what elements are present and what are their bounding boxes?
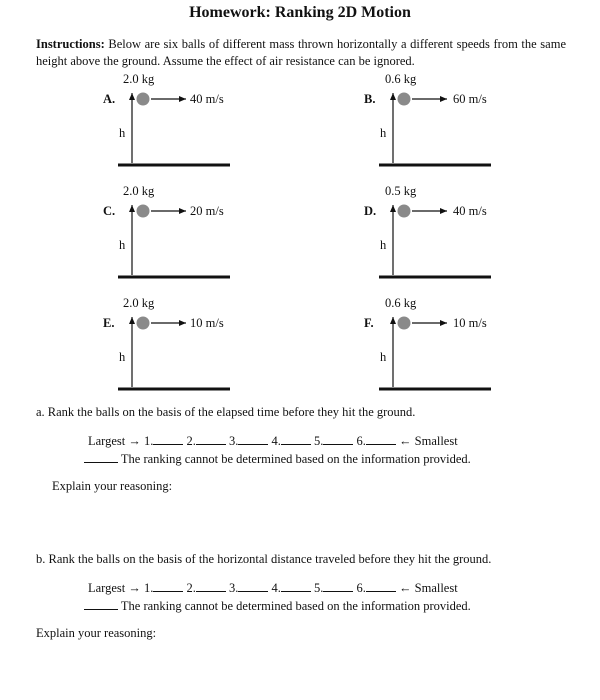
ball-a-height-label: h [119,126,126,140]
rank-num-5: 5. [314,581,324,595]
explain-label-b: Explain your reasoning: [36,626,157,640]
ball-a-letter: A. [103,92,116,106]
ball-b-speed: 60 m/s [453,92,487,106]
ball-d-letter: D. [364,204,377,218]
ball-f-mass: 0.6 kg [385,296,417,310]
instructions-label: Instructions: [36,37,105,51]
rank-num-3: 3. [229,581,239,595]
cannot-determine-row-b [84,598,471,614]
rank-blank-6[interactable] [366,433,396,445]
ball-e-height-label: h [119,350,126,364]
rank-blank-3[interactable] [238,433,268,445]
ball-a-mass: 2.0 kg [123,72,155,86]
rank-blank-5[interactable] [323,433,353,445]
ball-b [398,93,411,106]
rank-blank-2[interactable] [196,433,226,445]
rank-blank-2[interactable] [196,580,226,592]
ball-c [137,205,150,218]
ranking-row-a [88,433,458,449]
largest-label: Largest → 1. [88,434,154,448]
ball-a [137,93,150,106]
ball-e-speed: 10 m/s [190,316,224,330]
ball-b-mass: 0.6 kg [385,72,417,86]
rank-num-2: 2. [186,434,196,448]
rank-num-6: 6. [356,434,366,448]
rank-blank-1[interactable] [153,580,183,592]
ball-c-mass: 2.0 kg [123,184,155,198]
rank-blank-4[interactable] [281,580,311,592]
rank-num-3: 3. [229,434,239,448]
rank-blank-1[interactable] [153,433,183,445]
cannot-determine-row-a [84,451,471,467]
rank-num-5: 5. [314,434,324,448]
smallest-label: ← Smallest [399,581,458,595]
explain-label-a: Explain your reasoning: [52,479,173,493]
question-b: b. Rank the balls on the basis of the horizontal distance traveled before they hit the ground. [36,552,492,566]
ball-b-height-label: h [380,126,387,140]
rank-num-4: 4. [271,434,281,448]
rank-blank-6[interactable] [366,580,396,592]
page-title: Homework: Ranking 2D Motion [189,4,411,21]
rank-num-2: 2. [186,581,196,595]
rank-blank-5[interactable] [323,580,353,592]
rank-num-6: 6. [356,581,366,595]
ball-e-mass: 2.0 kg [123,296,155,310]
ball-e-letter: E. [103,316,115,330]
ranking-row-b [88,580,458,596]
ball-d-mass: 0.5 kg [385,184,417,198]
rank-num-4: 4. [271,581,281,595]
largest-label: Largest → 1. [88,581,154,595]
ball-f-height-label: h [380,350,387,364]
ball-e [137,317,150,330]
cannot-determine-blank-b[interactable] [84,598,118,610]
rank-blank-3[interactable] [238,580,268,592]
cannot-determine-text-b: The ranking cannot be determined based on the information provided. [120,599,471,613]
ball-c-height-label: h [119,238,126,252]
ball-c-letter: C. [103,204,116,218]
question-a: a. Rank the balls on the basis of the elapsed time before they hit the ground. [36,405,416,419]
instructions-text: Below are six balls of different mass thrown horizontally a different speeds from the same height above the ground. Assume the effect of air resistance can be ignored. [36,37,566,68]
ball-f-speed: 10 m/s [453,316,487,330]
smallest-label: ← Smallest [399,434,458,448]
ball-c-speed: 20 m/s [190,204,224,218]
ball-d [398,205,411,218]
ball-f-letter: F. [364,316,374,330]
ball-b-letter: B. [364,92,376,106]
ball-d-speed: 40 m/s [453,204,487,218]
ball-d-height-label: h [380,238,387,252]
rank-blank-4[interactable] [281,433,311,445]
cannot-determine-text-a: The ranking cannot be determined based on the information provided. [120,452,471,466]
ball-a-speed: 40 m/s [190,92,224,106]
ball-f [398,317,411,330]
cannot-determine-blank-a[interactable] [84,451,118,463]
